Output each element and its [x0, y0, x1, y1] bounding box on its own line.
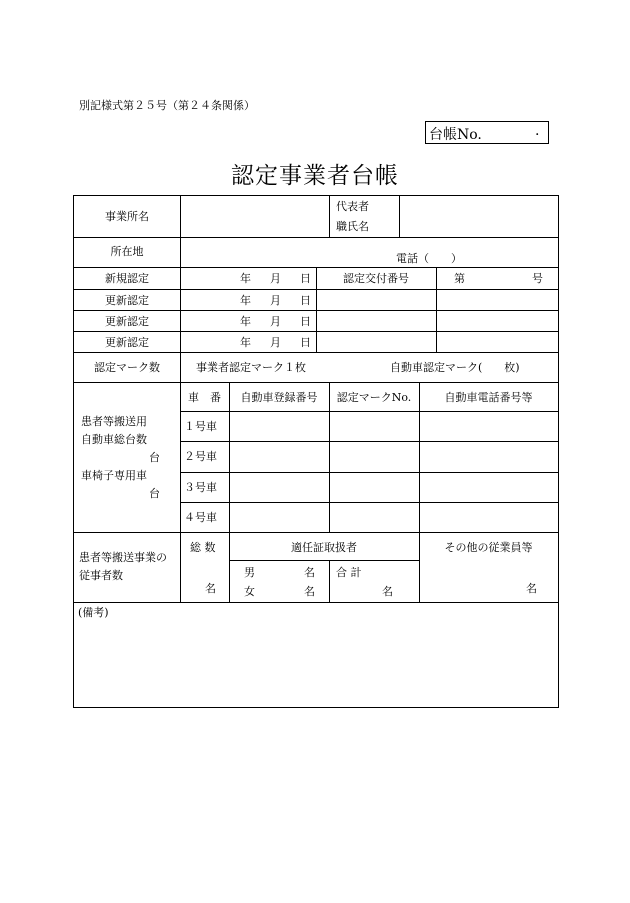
vehicle-row-label: ３号車 — [184, 481, 217, 494]
vehicle-side-label: 患者等搬送用 — [81, 415, 147, 428]
date-day: 日 — [300, 336, 311, 349]
vehicle-header-mark-no: 認定マークNo. — [336, 391, 412, 404]
office-name-label: 事業所名 — [105, 210, 149, 223]
representative-label-2: 職氏名 — [336, 220, 369, 233]
staff-total-label: 総 数 — [190, 541, 216, 554]
row-divider — [180, 441, 558, 442]
staff-sum-unit: 名 — [382, 585, 393, 598]
col-divider — [329, 382, 330, 532]
col-divider — [180, 196, 181, 382]
col-divider — [399, 196, 400, 237]
cert-row-label: 新規認定 — [105, 272, 149, 285]
col-divider — [180, 382, 181, 602]
vehicle-row-label: １号車 — [184, 420, 217, 433]
date-month: 月 — [270, 272, 281, 285]
ledger-number-box — [425, 121, 549, 144]
representative-label: 代表者 — [336, 200, 369, 213]
date-month: 月 — [270, 294, 281, 307]
phone-label: 電話（ ） — [396, 252, 462, 265]
marks-label: 認定マーク数 — [94, 361, 160, 374]
date-day: 日 — [300, 294, 311, 307]
vehicle-header-registration: 自動車登録番号 — [240, 391, 318, 404]
row-divider — [74, 237, 558, 238]
registry-form — [73, 195, 559, 708]
date-day: 日 — [300, 315, 311, 328]
staff-label-2: 従事者数 — [79, 569, 123, 582]
date-month: 月 — [270, 315, 281, 328]
other-staff-unit: 名 — [526, 582, 537, 595]
row-divider — [229, 560, 419, 561]
date-year: 年 — [240, 272, 251, 285]
address-label: 所在地 — [110, 245, 144, 258]
staff-female-unit: 名 — [304, 585, 315, 598]
col-divider — [229, 382, 230, 602]
row-divider — [74, 352, 558, 353]
vehicle-side-label: 自動車総台数 — [81, 433, 147, 446]
date-month: 月 — [270, 336, 281, 349]
document-title: 認定事業者台帳 — [231, 163, 399, 189]
row-divider — [180, 502, 558, 503]
row-divider — [180, 411, 558, 412]
staff-label: 患者等搬送事業の — [79, 551, 167, 564]
row-divider — [74, 382, 558, 383]
qualified-handler-label: 適任証取扱者 — [291, 541, 357, 554]
form-reference-note: 別記様式第２５号（第２４条関係） — [79, 99, 255, 112]
row-divider — [74, 602, 558, 603]
cert-row-label: 更新認定 — [105, 315, 149, 328]
col-divider — [329, 196, 330, 237]
vehicle-side-unit: 台 — [149, 487, 160, 500]
row-divider — [74, 532, 558, 533]
date-year: 年 — [240, 294, 251, 307]
vehicle-side-unit: 台 — [149, 451, 160, 464]
date-year: 年 — [240, 336, 251, 349]
ledger-number-label: 台帳No. — [429, 127, 482, 143]
cert-row-label: 更新認定 — [105, 294, 149, 307]
staff-total-unit: 名 — [205, 582, 216, 595]
staff-sum-label: 合 計 — [336, 566, 362, 579]
staff-female-label: 女 — [244, 585, 255, 598]
vehicle-side-label: 車椅子専用車 — [81, 469, 147, 482]
vehicle-row-label: ４号車 — [184, 511, 217, 524]
ledger-number-dot: . — [535, 123, 540, 139]
cert-row-label: 更新認定 — [105, 336, 149, 349]
vehicle-header-number: 車 番 — [188, 391, 221, 404]
issue-number-go: 号 — [532, 272, 543, 285]
staff-male-label: 男 — [244, 566, 255, 579]
vehicle-mark-count: 自動車認定マーク( 枚) — [390, 361, 520, 374]
vehicle-header-phone: 自動車電話番号等 — [444, 391, 533, 404]
col-divider — [329, 560, 330, 602]
date-day: 日 — [300, 272, 311, 285]
col-divider — [436, 267, 437, 352]
operator-mark-count: 事業者認定マーク１枚 — [196, 361, 306, 374]
other-staff-label: その他の従業員等 — [444, 541, 533, 554]
vehicle-row-label: ２号車 — [184, 450, 217, 463]
remarks-label: (備考) — [78, 606, 109, 619]
staff-male-unit: 名 — [304, 566, 315, 579]
issue-number-label: 認定交付番号 — [343, 272, 409, 285]
issue-number-dai: 第 — [454, 272, 465, 285]
col-divider — [419, 382, 420, 602]
row-divider — [180, 472, 558, 473]
date-year: 年 — [240, 315, 251, 328]
